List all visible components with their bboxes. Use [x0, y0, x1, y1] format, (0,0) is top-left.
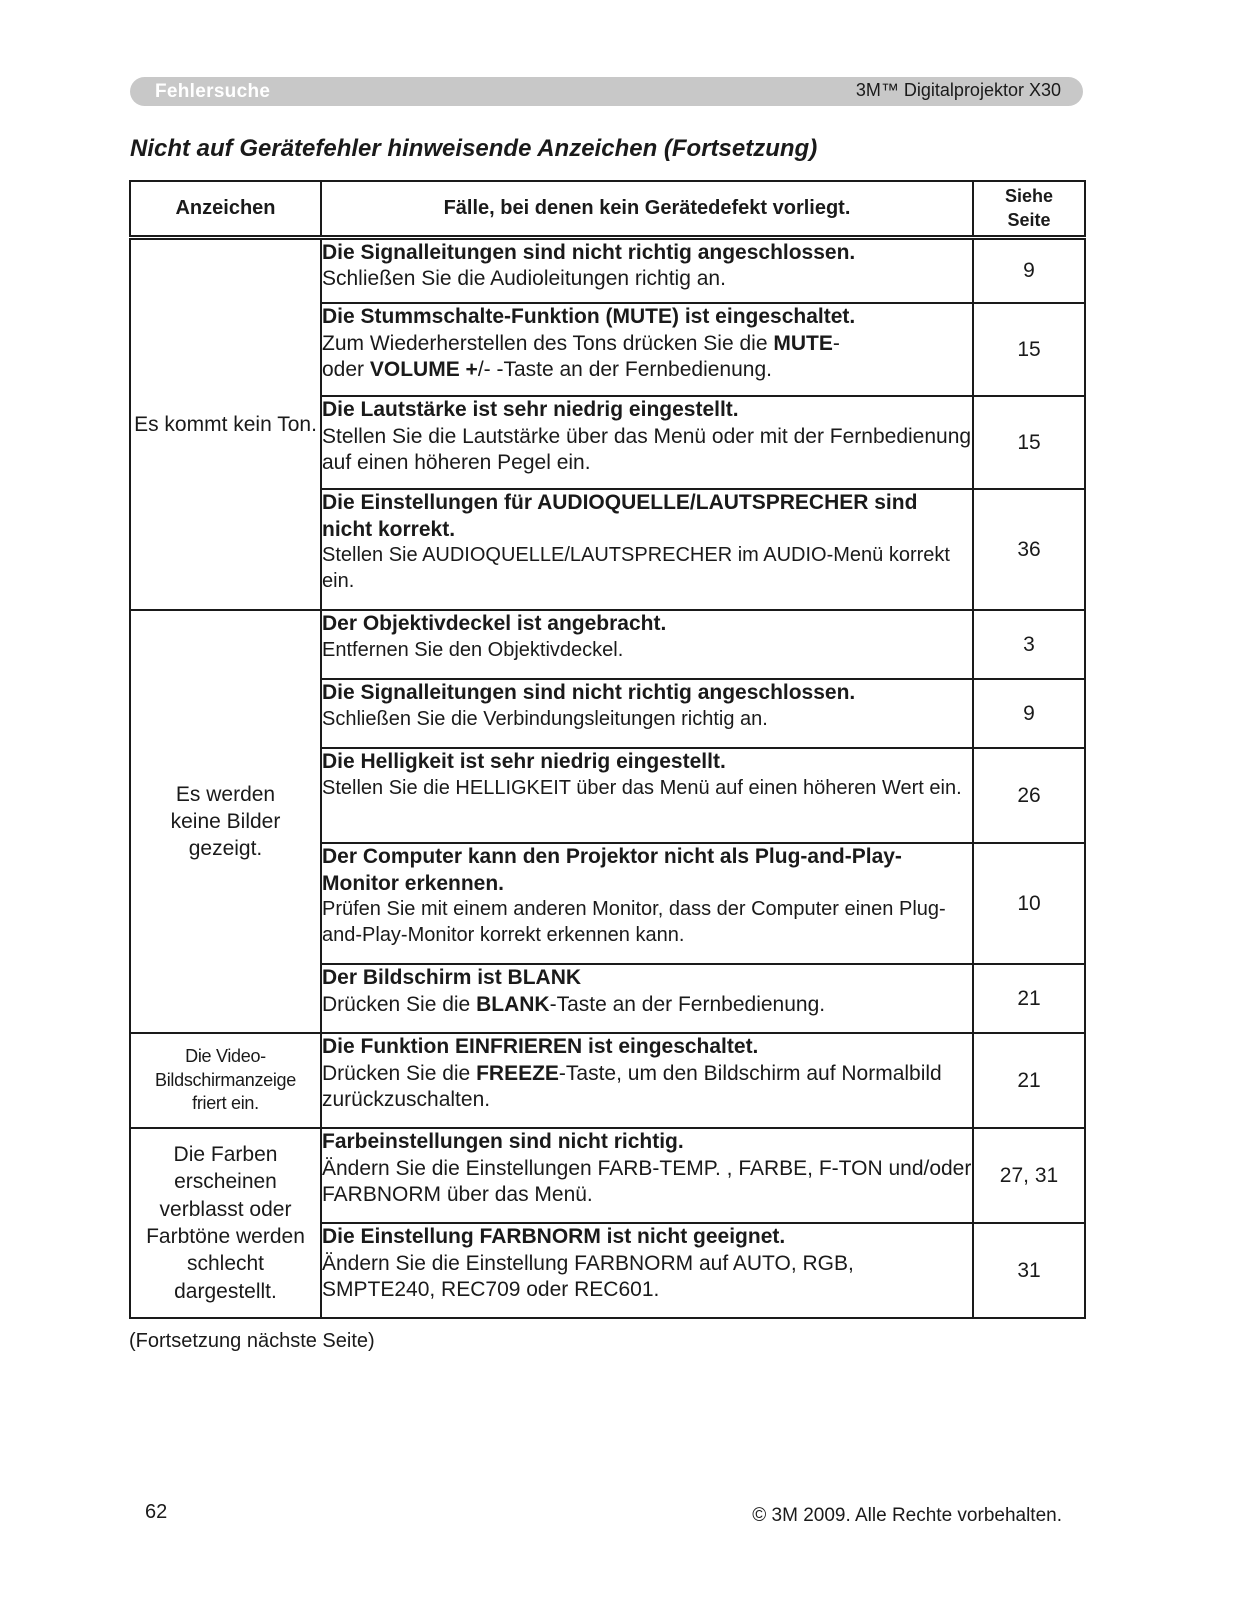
- symptom-cell: Es kommt kein Ton.: [130, 237, 321, 610]
- header-bar: [130, 77, 1083, 106]
- cause-text: Die Einstellungen für AUDIOQUELLE/LAUTSPRECHER sind nicht korrekt.: [322, 491, 918, 541]
- remedy-text: Drücken Sie die BLANK-Taste an der Fernbedienung.: [322, 992, 826, 1016]
- cause-text: Der Bildschirm ist BLANK: [322, 966, 582, 989]
- page-reference: 10: [973, 843, 1085, 964]
- remedy-text: Ändern Sie die Einstellungen FARB-TEMP. , FARBE, F-TON und/oder FARBNORM über das Menü.: [322, 1156, 972, 1207]
- page-reference: 21: [973, 964, 1085, 1033]
- page-reference: 15: [973, 303, 1085, 396]
- case-cell: [321, 237, 973, 303]
- remedy-text: Prüfen Sie mit einem anderen Monitor, dass der Computer einen Plug-and-Play-Monitor korrekt erkennen kann.: [322, 898, 946, 946]
- symptom-cell: Die Video-Bildschirmanzeige friert ein.: [130, 1033, 321, 1128]
- copyright: © 3M 2009. Alle Rechte vorbehalten.: [752, 1505, 1062, 1526]
- cause-text: Die Signalleitungen sind nicht richtig angeschlossen.: [322, 240, 856, 264]
- cause-text: Farbeinstellungen sind nicht richtig.: [322, 1130, 684, 1153]
- remedy-text: Drücken Sie die FREEZE-Taste, um den Bildschirm auf Normalbild zurückzuschalten.: [322, 1061, 942, 1112]
- header-page-line1: Siehe: [1004, 185, 1054, 206]
- page-reference: 36: [973, 489, 1085, 610]
- case-cell: [321, 679, 973, 748]
- case-cell: [321, 1223, 973, 1318]
- symptom-cell: Es werden keine Bilder gezeigt.: [130, 610, 321, 1033]
- case-cell: [321, 843, 973, 964]
- table-row: [130, 1033, 1085, 1128]
- table-header-row: [130, 181, 1085, 237]
- product-name: 3M™ Digitalprojektor X30: [855, 80, 1061, 100]
- continued-note: (Fortsetzung nächste Seite): [129, 1330, 375, 1352]
- cause-text: Die Stummschalte-Funktion (MUTE) ist eingeschaltet.: [322, 305, 856, 328]
- case-cell: [321, 303, 973, 396]
- page-reference: 9: [973, 237, 1085, 303]
- case-cell: [321, 489, 973, 610]
- page-reference: 9: [973, 679, 1085, 748]
- case-cell: [321, 610, 973, 679]
- remedy-text: Stellen Sie die HELLIGKEIT über das Menü auf einen höheren Wert ein.: [322, 776, 962, 799]
- section-label: Fehlersuche: [155, 81, 271, 102]
- table-row: [130, 1128, 1085, 1223]
- page-reference: 21: [973, 1033, 1085, 1128]
- case-cell: [321, 396, 973, 489]
- cause-text: Die Signalleitungen sind nicht richtig angeschlossen.: [322, 681, 856, 704]
- header-page-line2: Seite: [1007, 210, 1051, 231]
- remedy-text: Stellen Sie die Lautstärke über das Menü oder mit der Fernbedienung auf einen höheren Pegel ein.: [322, 424, 972, 475]
- page-title: Nicht auf Gerätefehler hinweisende Anzeichen (Fortsetzung): [130, 135, 818, 162]
- case-cell: [321, 748, 973, 843]
- page-reference: 15: [973, 396, 1085, 489]
- table-row: [130, 610, 1085, 679]
- case-cell: [321, 1033, 973, 1128]
- header-cases: Fälle, bei denen kein Gerätedefekt vorliegt.: [321, 181, 973, 237]
- remedy-text: Schließen Sie die Audioleitungen richtig an.: [322, 267, 726, 291]
- remedy-text: Entfernen Sie den Objektivdeckel.: [322, 638, 624, 661]
- cause-text: Die Einstellung FARBNORM ist nicht geeignet.: [322, 1225, 786, 1248]
- header-page: [973, 181, 1085, 237]
- page-number: 62: [145, 1501, 168, 1523]
- remedy-text: Schließen Sie die Verbindungsleitungen richtig an.: [322, 707, 768, 730]
- case-cell: [321, 1128, 973, 1223]
- page-reference: 3: [973, 610, 1085, 679]
- page-reference: 26: [973, 748, 1085, 843]
- cause-text: Die Lautstärke ist sehr niedrig eingestellt.: [322, 398, 739, 421]
- page-reference: 31: [973, 1223, 1085, 1318]
- page-reference: 27, 31: [973, 1128, 1085, 1223]
- cause-text: Der Computer kann den Projektor nicht als Plug-and-Play-Monitor erkennen.: [322, 845, 902, 895]
- cause-text: Die Funktion EINFRIEREN ist eingeschaltet.: [322, 1035, 759, 1058]
- symptom-cell: Die Farben erscheinen verblasst oder Farbtöne werden schlecht dargestellt.: [130, 1128, 321, 1318]
- cause-text: Die Helligkeit ist sehr niedrig eingestellt.: [322, 750, 726, 773]
- header-symptom: Anzeichen: [130, 181, 321, 237]
- troubleshooting-table: [129, 180, 1086, 1319]
- remedy-text: Ändern Sie die Einstellung FARBNORM auf AUTO, RGB, SMPTE240, REC709 oder REC601.: [322, 1251, 854, 1302]
- case-cell: [321, 964, 973, 1033]
- table-row: [130, 237, 1085, 303]
- remedy-text: Stellen Sie AUDIOQUELLE/LAUTSPRECHER im AUDIO-Menü korrekt ein.: [322, 544, 950, 592]
- cause-text: Der Objektivdeckel ist angebracht.: [322, 612, 667, 635]
- remedy-text: Zum Wiederherstellen des Tons drücken Sie die MUTE- oder VOLUME +/- -Taste an der Fernbedienung.: [322, 331, 840, 382]
